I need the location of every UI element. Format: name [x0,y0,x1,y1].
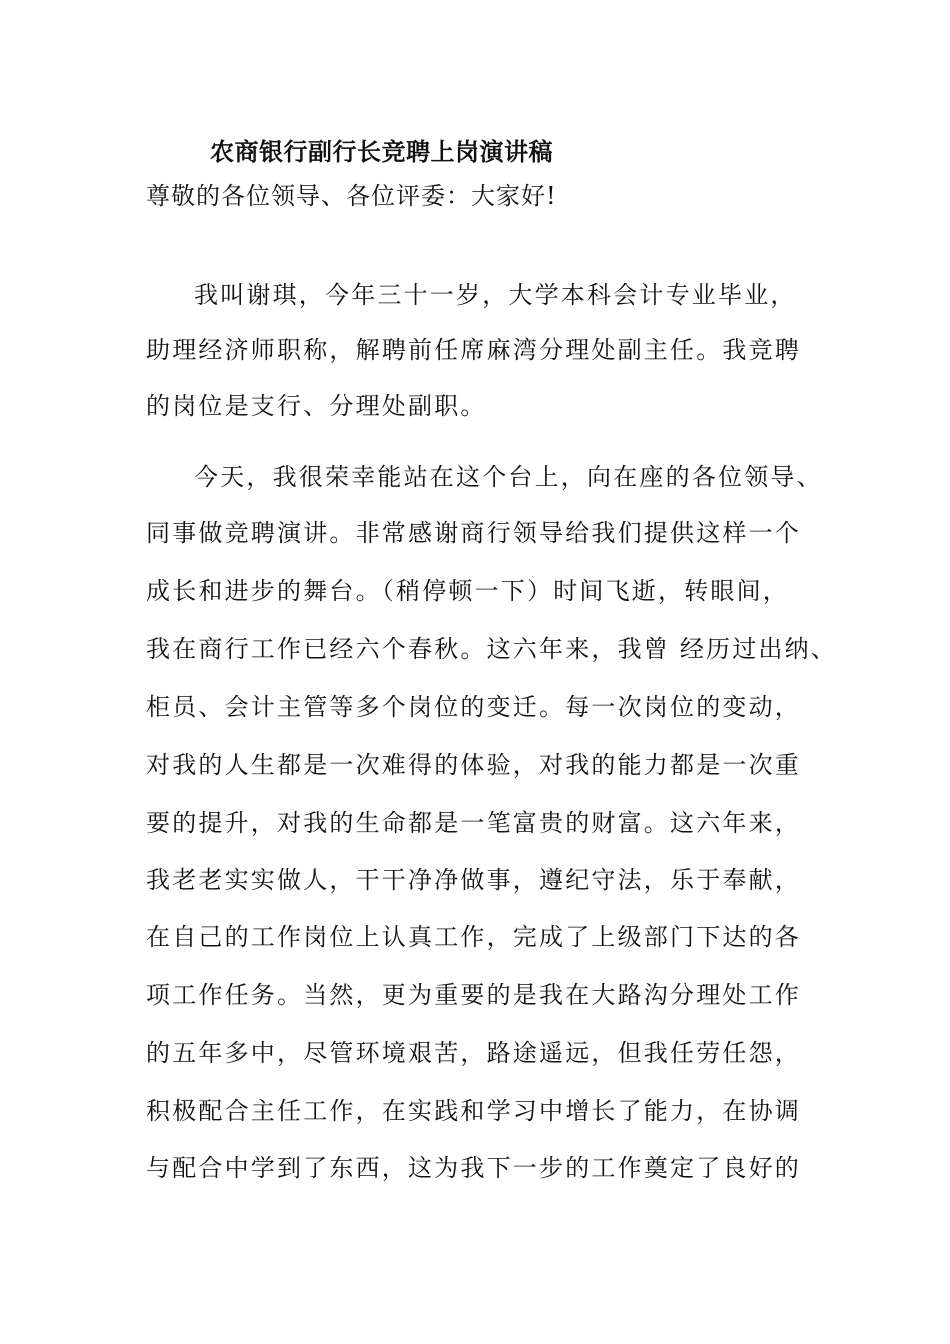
paragraph-line: 今天，我很荣幸能站在这个台上，向在座的各位领导、 [194,463,823,491]
paragraph-line: 要的提升，对我的生命都是一笔富贵的财富。这六年来， [146,809,801,837]
paragraph-line: 的五年多中，尽管环境艰苦，路途遥远，但我任劳任怨， [146,1039,801,1067]
salutation: 尊敬的各位领导、各位评委：大家好! [146,182,557,210]
paragraph-line: 我老老实实做人，干干净净做事，遵纪守法，乐于奉献， [146,866,801,894]
document-title: 农商银行副行长竞聘上岗演讲稿 [210,137,553,166]
paragraph-line: 的岗位是支行、分理处副职。 [146,392,487,420]
paragraph-line: 成长和进步的舞台。（稍停顿一下）时间飞逝，转眼间， [146,577,789,605]
paragraph-line: 在自己的工作岗位上认真工作，完成了上级部门下达的各 [146,923,801,951]
paragraph-line: 我叫谢琪，今年三十一岁，大学本科会计专业毕业， [194,281,797,309]
paragraph-line: 积极配合主任工作，在实践和学习中增长了能力，在协调 [146,1097,801,1125]
paragraph-line: 助理经济师职称，解聘前任席麻湾分理处副主任。我竞聘 [146,336,801,364]
paragraph-line: 项工作任务。当然，更为重要的是我在大路沟分理处工作 [146,981,801,1009]
paragraph-line: 柜员、会计主管等多个岗位的变迁。每一次岗位的变动， [146,693,801,721]
paragraph-line: 我在商行工作已经六个春秋。这六年来，我曾 经历过出纳、 [146,635,838,663]
paragraph-line: 同事做竞聘演讲。非常感谢商行领导给我们提供这样一个 [146,519,801,547]
paragraph-line: 对我的人生都是一次难得的体验，对我的能力都是一次重 [146,751,801,779]
paragraph-line: 与配合中学到了东西，这为我下一步的工作奠定了良好的 [146,1154,801,1182]
